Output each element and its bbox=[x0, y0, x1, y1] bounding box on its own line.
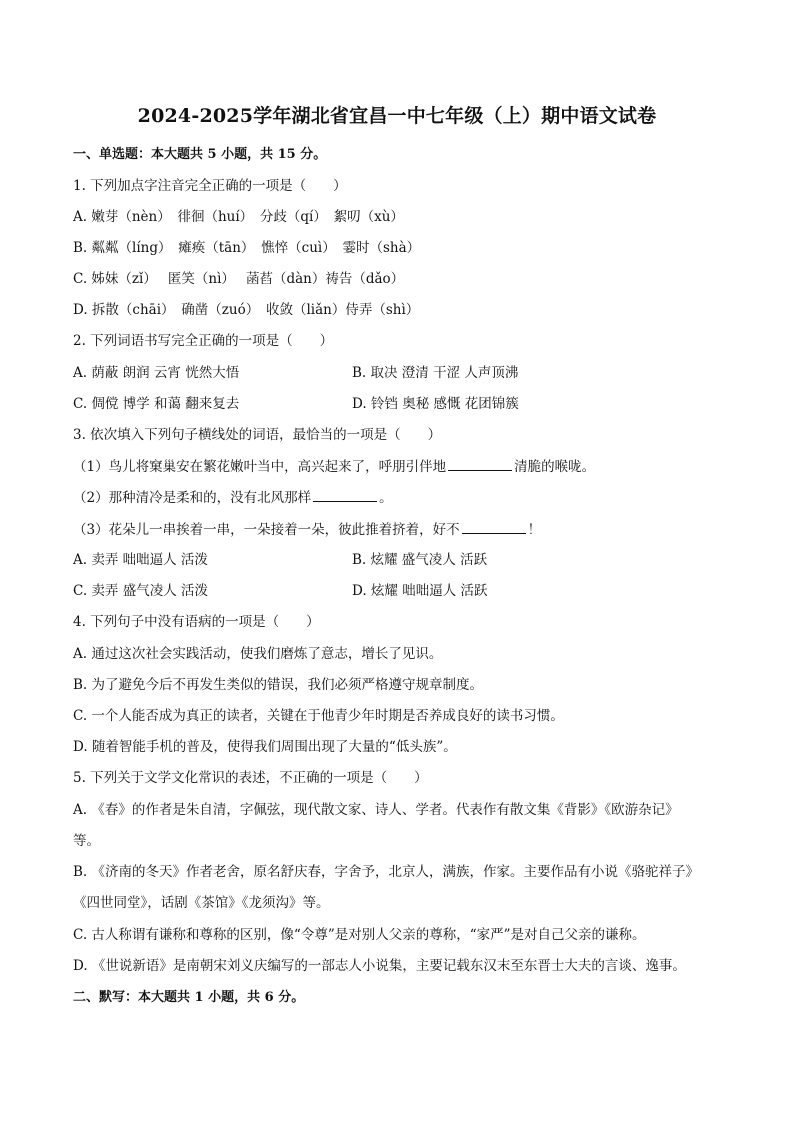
q3-sentence-3-post: ！ bbox=[527, 522, 542, 538]
q2-option-a: A. 荫蔽 朗润 云宵 恍然大悟 bbox=[73, 365, 240, 381]
q5-option-a-line-1: A. 《春》的作者是朱自清，字佩弦，现代散文家、诗人、学者。代表作有散文集《背影》《欧游杂记》 bbox=[73, 802, 679, 818]
q3-sentence-3-pre: （3）花朵儿一串挨着一串，一朵接着一朵，彼此推着挤着，好不 bbox=[73, 522, 460, 538]
q3-sentence-1-post: 清脆的喉咙。 bbox=[514, 459, 596, 475]
q2-option-b: B. 取决 澄清 干涩 人声顶沸 bbox=[352, 365, 519, 381]
q1-option-b: B. 粼粼（líng） 瘫痪（tān） 憔悴（cuì） 霎时（shà） bbox=[73, 240, 421, 256]
q1-option-d: D. 拆散（chāi） 确凿（zuó） 收敛（liǎn）侍弄（shì） bbox=[73, 302, 420, 318]
q1-option-a: A. 嫩芽（nèn） 徘徊（huí） 分歧（qí） 絮叨（xù） bbox=[73, 209, 404, 225]
q3-option-d: D. 炫耀 咄咄逼人 活跃 bbox=[352, 583, 488, 599]
q4-option-a: A. 通过这次社会实践活动，使我们磨炼了意志，增长了见识。 bbox=[73, 646, 443, 662]
q3-option-a: A. 卖弄 咄咄逼人 活泼 bbox=[73, 552, 208, 568]
q4-stem: 4. 下列句子中没有语病的一项是（ ） bbox=[73, 614, 320, 630]
q5-option-b-line-2: 《四世同堂》，话剧《茶馆》《龙须沟》等。 bbox=[73, 895, 330, 911]
q3-sentence-2-pre: （2）那种清冷是柔和的，没有北风那样 bbox=[73, 490, 312, 506]
q5-option-b-line-1: B. 《济南的冬天》作者老舍，原名舒庆春，字舍予，北京人，满族，作家。主要作品有小说《骆驼祥子》 bbox=[73, 864, 700, 880]
q2-stem: 2. 下列词语书写完全正确的一项是（ ） bbox=[73, 333, 334, 349]
section-1-heading: 一、单选题：本大题共 5 小题，共 15 分。 bbox=[73, 147, 327, 162]
q5-stem: 5. 下列关于文学文化常识的表述，不正确的一项是（ ） bbox=[73, 770, 428, 786]
q3-sentence-2 bbox=[73, 487, 393, 508]
q4-option-d: D. 随着智能手机的普及，使得我们周围出现了大量的“低头族”。 bbox=[73, 739, 457, 755]
q3-sentence-1 bbox=[73, 456, 595, 477]
answer-blank[interactable] bbox=[462, 519, 526, 534]
q3-sentence-2-post: 。 bbox=[379, 490, 393, 506]
q3-sentence-3 bbox=[73, 519, 541, 540]
answer-blank[interactable] bbox=[313, 487, 377, 502]
q5-option-d: D. 《世说新语》是南朝宋刘义庆编写的一部志人小说集，主要记载东汉末至东晋士大夫的言谈、逸事。 bbox=[73, 958, 686, 974]
q1-option-c: C. 姊妹（zǐ） 匿笑（nì） 菡萏（dàn）祷告（dǎo） bbox=[73, 271, 405, 287]
q3-option-c: C. 卖弄 盛气凌人 活泼 bbox=[73, 583, 209, 599]
exam-title: 2024-2025学年湖北省宜昌一中七年级（上）期中语文试卷 bbox=[137, 105, 657, 127]
q2-option-d: D. 铃铛 奥秘 感慨 花团锦簇 bbox=[352, 396, 519, 412]
q5-option-a-line-2: 等。 bbox=[73, 833, 100, 849]
q5-option-c: C. 古人称谓有谦称和尊称的区别，像“令尊”是对别人父亲的尊称，“家严”是对自己父亲的谦称。 bbox=[73, 927, 646, 943]
q4-option-c: C. 一个人能否成为真正的读者，关键在于他青少年时期是否养成良好的读书习惯。 bbox=[73, 708, 564, 724]
q1-stem: 1. 下列加点字注音完全正确的一项是（ ） bbox=[73, 178, 347, 194]
answer-blank[interactable] bbox=[448, 456, 512, 471]
q3-sentence-1-pre: （1）鸟儿将窠巢安在繁花嫩叶当中，高兴起来了，呼朋引伴地 bbox=[73, 459, 447, 475]
section-2-heading: 二、默写：本大题共 1 小题，共 6 分。 bbox=[73, 990, 305, 1005]
q3-stem: 3. 依次填入下列句子横线处的词语，最恰当的一项是（ ） bbox=[73, 427, 442, 443]
q2-option-c: C. 倜傥 博学 和蔼 翻来复去 bbox=[73, 396, 240, 412]
q4-option-b: B. 为了避免今后不再发生类似的错误，我们必须严格遵守规章制度。 bbox=[73, 677, 484, 693]
q3-option-b: B. 炫耀 盛气凌人 活跃 bbox=[352, 552, 488, 568]
